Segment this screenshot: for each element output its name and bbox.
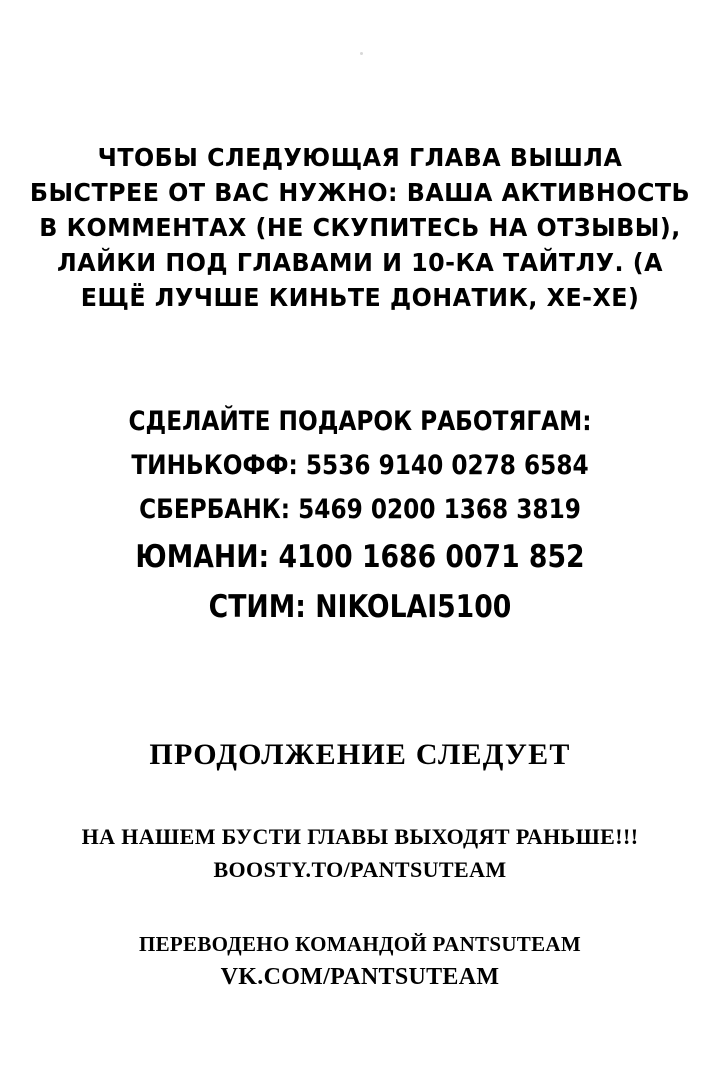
appeal-line-1: ЧТОБЫ СЛЕДУЮЩАЯ ГЛАВА ВЫШЛА bbox=[97, 143, 623, 172]
to-be-continued: ПРОДОЛЖЕНИЕ СЛЕДУЕТ bbox=[149, 738, 571, 771]
page-speck bbox=[360, 52, 363, 55]
team-vk-link[interactable]: VK.COM/PANTSUTEAM bbox=[220, 964, 500, 990]
donation-sberbank: СБЕРБАНК: 5469 0200 1368 3819 bbox=[139, 494, 581, 525]
donation-steam: СТИМ: NIKOLAI5100 bbox=[208, 589, 512, 625]
appeal-message bbox=[18, 140, 702, 315]
donation-block bbox=[0, 400, 720, 632]
team-credit: ПЕРЕВОДЕНО КОМАНДОЙ PANTSUTEAM bbox=[138, 932, 582, 956]
appeal-line-3: В КОММЕНТАХ (НЕ СКУПИТЕСЬ НА ОТЗЫВЫ), bbox=[39, 213, 681, 242]
donation-heading: СДЕЛАЙТЕ ПОДАРОК РАБОТЯГАМ: bbox=[128, 406, 592, 437]
appeal-line-2: БЫСТРЕЕ ОТ ВАС НУЖНО: ВАША АКТИВНОСТЬ bbox=[29, 178, 691, 207]
team-credits bbox=[0, 928, 720, 994]
donation-tinkoff: ТИНЬКОФФ: 5536 9140 0278 6584 bbox=[131, 450, 589, 481]
appeal-line-5: ЕЩЁ ЛУЧШЕ КИНЬТЕ ДОНАТИК, ХЕ-ХЕ) bbox=[80, 283, 640, 312]
boosty-link[interactable]: BOOSTY.TO/PANTSUTEAM bbox=[213, 857, 507, 882]
donation-yumoney: ЮМАНИ: 4100 1686 0071 852 bbox=[135, 539, 585, 575]
boosty-note: НА НАШЕМ БУСТИ ГЛАВЫ ВЫХОДЯТ РАНЬШЕ!!! bbox=[81, 824, 639, 849]
appeal-line-4: ЛАЙКИ ПОД ГЛАВАМИ И 10-КА ТАЙТЛУ. (А bbox=[57, 248, 663, 277]
boosty-credits bbox=[0, 820, 720, 886]
